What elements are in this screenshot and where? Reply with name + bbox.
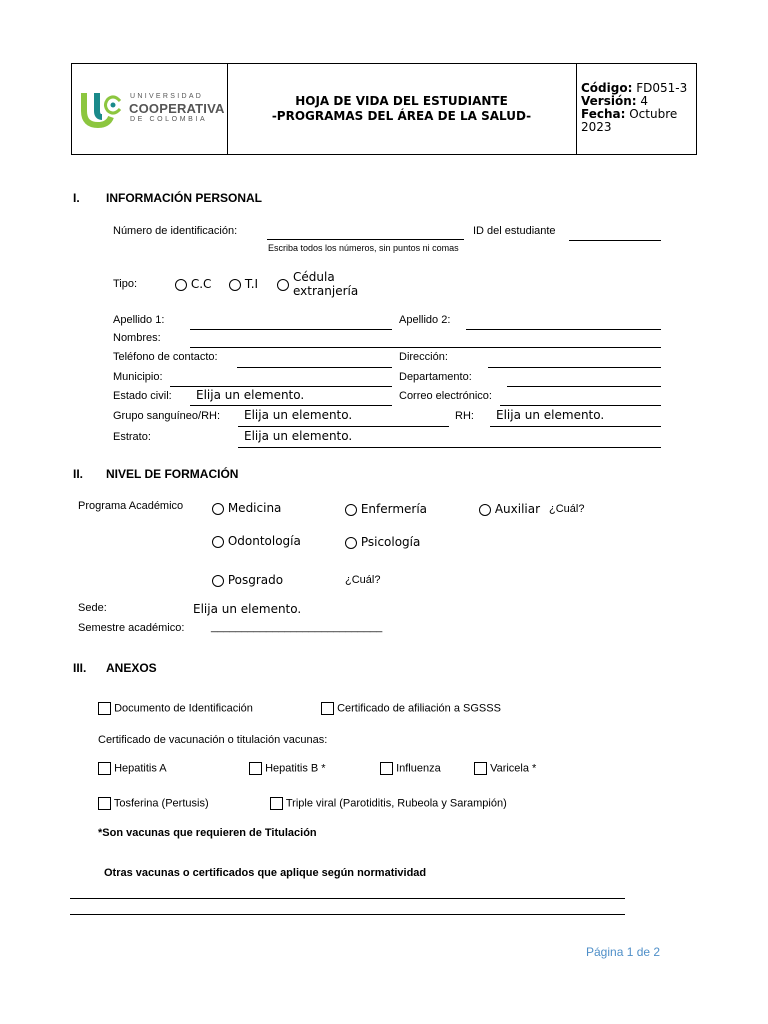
- grupo-select[interactable]: Elija un elemento.: [244, 408, 353, 422]
- tipo-cc-label: C.C: [190, 277, 212, 291]
- sede-label: Sede:: [78, 602, 107, 614]
- radio-ti[interactable]: [229, 279, 241, 291]
- cert-vacunacion-label: Certificado de vacunación o titulación vacunas:: [98, 734, 328, 746]
- checkbox-triple-viral[interactable]: [270, 797, 283, 810]
- option-enfermeria[interactable]: [345, 502, 427, 516]
- logo-cell: [72, 64, 228, 154]
- otras-vacunas-label: Otras vacunas o certificados que aplique según normatividad: [104, 867, 427, 879]
- semestre-label: Semestre académico:: [78, 622, 185, 634]
- option-odontologia[interactable]: [212, 534, 301, 548]
- hepatitis-a-label: Hepatitis A: [114, 762, 167, 775]
- vac-hepatitis-a[interactable]: [98, 762, 167, 775]
- grupo-label: Grupo sanguíneo/RH:: [113, 410, 221, 422]
- estado-civil-label: Estado civil:: [113, 390, 172, 402]
- option-auxiliar[interactable]: [479, 502, 540, 516]
- apellido1-label: Apellido 1:: [113, 314, 165, 326]
- medicina-label: Medicina: [227, 501, 282, 515]
- posgrado-label: Posgrado: [227, 573, 284, 587]
- section1-title: INFORMACIÓN PERSONAL: [106, 191, 262, 205]
- id-number-field[interactable]: [267, 239, 464, 240]
- estado-civil-select[interactable]: Elija un elemento.: [196, 388, 305, 402]
- departamento-field[interactable]: [507, 386, 661, 387]
- titulacion-note: *Son vacunas que requieren de Titulación: [98, 827, 317, 839]
- radio-auxiliar[interactable]: [479, 504, 491, 516]
- vac-triple-viral[interactable]: [270, 797, 507, 810]
- section3-title: ANEXOS: [106, 661, 157, 675]
- semestre-field[interactable]: ____________________________: [211, 621, 383, 633]
- nombres-label: Nombres:: [113, 332, 161, 344]
- option-psicologia[interactable]: [345, 535, 420, 549]
- university-logo-icon: [80, 89, 124, 129]
- logo-text-universidad: UNIVERSIDAD: [130, 93, 204, 100]
- meta-cell: [577, 64, 696, 154]
- estrato-select[interactable]: Elija un elemento.: [244, 429, 353, 443]
- option-medicina[interactable]: [212, 501, 281, 515]
- rh-select[interactable]: Elija un elemento.: [496, 408, 605, 422]
- tipo-ce-line2: extranjería: [293, 284, 359, 298]
- option-posgrado[interactable]: [212, 573, 283, 587]
- tipo-ce-label: [293, 270, 358, 298]
- radio-odontologia[interactable]: [212, 536, 224, 548]
- version-label: Versión:: [581, 94, 637, 108]
- enfermeria-label: Enfermería: [360, 502, 428, 516]
- rh-line: [490, 426, 661, 427]
- tipo-ti-label: T.I: [244, 277, 259, 291]
- annex-cert-afiliacion[interactable]: [321, 702, 501, 715]
- direccion-field[interactable]: [488, 367, 661, 368]
- tipo-label: Tipo:: [113, 278, 138, 290]
- apellido2-field[interactable]: [466, 329, 661, 330]
- rh-label: RH:: [455, 410, 474, 422]
- checkbox-cert-afiliacion[interactable]: [321, 702, 334, 715]
- apellido2-label: Apellido 2:: [399, 314, 451, 326]
- tipo-ce-line1: Cédula: [293, 270, 335, 284]
- sede-select[interactable]: Elija un elemento.: [193, 602, 302, 616]
- fecha-label: Fecha:: [581, 107, 626, 121]
- tosferina-label: Tosferina (Pertusis): [113, 797, 209, 810]
- id-number-hint: Escriba todos los números, sin puntos ni comas: [268, 243, 459, 253]
- doc-id-label: Documento de Identificación: [114, 702, 253, 715]
- auxiliar-label: Auxiliar: [494, 502, 541, 516]
- municipio-field[interactable]: [170, 386, 392, 387]
- section1-number: I.: [73, 191, 80, 205]
- municipio-label: Municipio:: [113, 371, 163, 383]
- fecha-value: Octubre: [629, 107, 678, 121]
- id-number-label: Número de identificación:: [113, 225, 238, 237]
- direccion-label: Dirección:: [399, 351, 448, 363]
- codigo-label: Código:: [581, 81, 633, 95]
- radio-cc[interactable]: [175, 279, 187, 291]
- telefono-label: Teléfono de contacto:: [113, 351, 218, 363]
- radio-psicologia[interactable]: [345, 537, 357, 549]
- nombres-field[interactable]: [190, 347, 661, 348]
- apellido1-field[interactable]: [190, 329, 392, 330]
- triple-viral-label: Triple viral (Parotiditis, Rubeola y Sarampión): [285, 797, 507, 810]
- posgrado-cual: ¿Cuál?: [345, 574, 381, 586]
- section2-title: NIVEL DE FORMACIÓN: [106, 467, 239, 481]
- varicela-label: Varicela *: [490, 762, 537, 775]
- influenza-label: Influenza: [396, 762, 441, 775]
- title-cell: [227, 64, 577, 154]
- departamento-label: Departamento:: [399, 371, 472, 383]
- section2-number: II.: [73, 467, 84, 481]
- checkbox-tosferina[interactable]: [98, 797, 111, 810]
- checkbox-hepatitis-a[interactable]: [98, 762, 111, 775]
- logo-text-cooperativa: COOPERATIVA: [129, 101, 225, 116]
- telefono-field[interactable]: [237, 367, 392, 368]
- grupo-line: [238, 426, 449, 427]
- document-header: [71, 63, 697, 155]
- logo-text-colombia: DE COLOMBIA: [130, 116, 208, 123]
- radio-medicina[interactable]: [212, 503, 224, 515]
- student-id-label: ID del estudiante: [473, 225, 556, 237]
- estado-civil-line: [190, 405, 392, 406]
- auxiliar-cual: ¿Cuál?: [549, 503, 585, 515]
- vac-tosferina[interactable]: [98, 797, 209, 810]
- tipo-option-cc[interactable]: [175, 277, 211, 291]
- page-number: Página 1 de 2: [586, 945, 661, 959]
- cert-afiliacion-label: Certificado de afiliación a SGSSS: [337, 702, 501, 715]
- version-value: 4: [640, 94, 648, 108]
- checkbox-hepatitis-b[interactable]: [249, 762, 262, 775]
- checkbox-doc-id[interactable]: [98, 702, 111, 715]
- vac-varicela[interactable]: [474, 762, 536, 775]
- estrato-label: Estrato:: [113, 431, 151, 443]
- programa-label: Programa Académico: [78, 500, 184, 512]
- psicologia-label: Psicología: [360, 535, 421, 549]
- otras-vacunas-line-1[interactable]: [70, 898, 625, 899]
- hepatitis-b-label: Hepatitis B *: [265, 762, 326, 775]
- codigo-value: FD051-3: [636, 81, 688, 95]
- checkbox-influenza[interactable]: [380, 762, 393, 775]
- estrato-line: [238, 447, 661, 448]
- radio-posgrado[interactable]: [212, 575, 224, 587]
- document-subtitle: -PROGRAMAS DEL ÁREA DE LA SALUD-: [271, 109, 532, 123]
- correo-label: Correo electrónico:: [399, 390, 492, 402]
- section3-number: III.: [73, 661, 87, 675]
- tipo-option-ti[interactable]: [229, 277, 258, 291]
- odontologia-label: Odontología: [227, 534, 301, 548]
- otras-vacunas-line-2[interactable]: [70, 914, 625, 915]
- correo-field[interactable]: [500, 405, 661, 406]
- document-title: HOJA DE VIDA DEL ESTUDIANTE: [295, 94, 508, 108]
- radio-ce[interactable]: [277, 279, 289, 291]
- vac-influenza[interactable]: [380, 762, 441, 775]
- checkbox-varicela[interactable]: [474, 762, 487, 775]
- fecha-year: 2023: [581, 120, 612, 134]
- annex-doc-id[interactable]: [98, 702, 253, 715]
- radio-enfermeria[interactable]: [345, 504, 357, 516]
- vac-hepatitis-b[interactable]: [249, 762, 326, 775]
- tipo-option-ce[interactable]: [277, 277, 289, 291]
- student-id-field[interactable]: [569, 240, 661, 241]
